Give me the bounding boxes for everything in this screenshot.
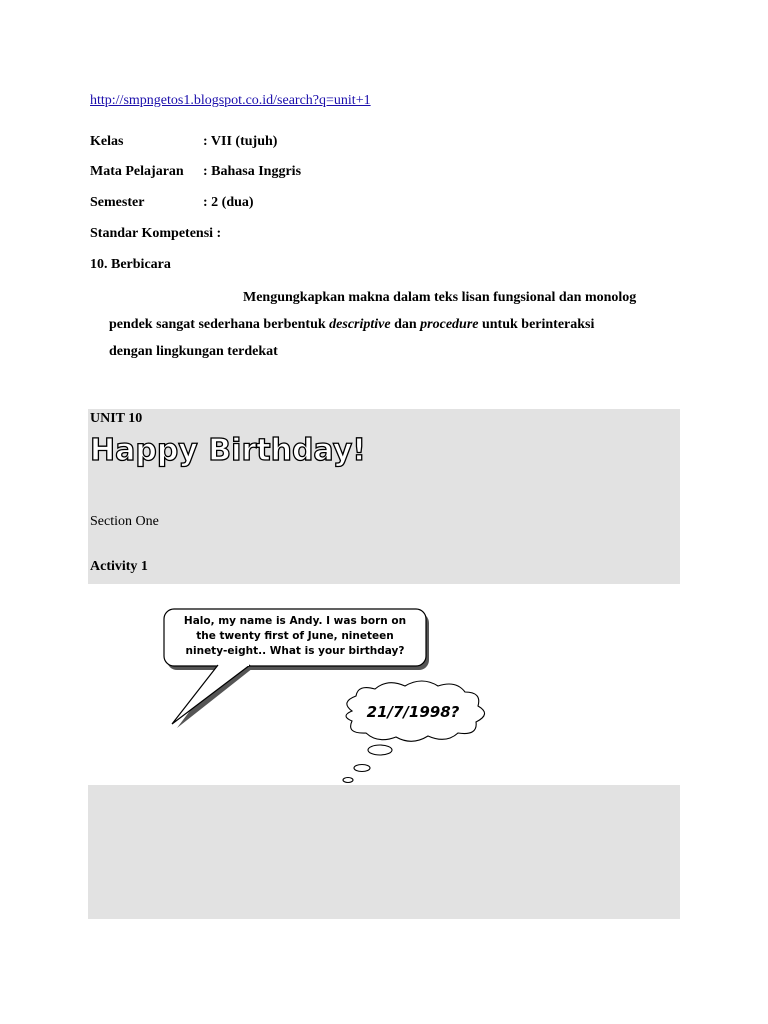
thought-text: 21/7/1998?	[366, 703, 460, 721]
speech-line-1: Halo, my name is Andy. I was born on	[183, 615, 407, 627]
unit-title: Happy Birthday!	[90, 433, 366, 468]
info-row-semester	[90, 195, 254, 211]
paragraph-line-1: Mengungkapkan makna dalam teks lisan fungsional dan monolog	[243, 290, 637, 305]
competency-paragraph	[90, 284, 678, 365]
paragraph-line-2: pendek sangat sederhana berbentuk descriptive dan procedure untuk berinteraksi	[109, 317, 595, 332]
activity-label: Activity 1	[90, 559, 148, 574]
speech-line-2: the twenty first of June, nineteen	[196, 630, 394, 642]
standar-item: 10. Berbicara	[90, 257, 171, 272]
info-row-kelas	[90, 134, 277, 150]
blank-panel	[88, 785, 680, 919]
info-value: : VII (tujuh)	[203, 134, 278, 149]
info-key: Mata Pelajaran	[90, 164, 184, 179]
info-value: : Bahasa Inggris	[203, 164, 302, 179]
term-descriptive: descriptive	[329, 317, 391, 332]
term-procedure: procedure	[420, 317, 479, 332]
source-link[interactable]: http://smpngetos1.blogspot.co.id/search?q=unit+1	[90, 93, 371, 108]
info-key: Semester	[90, 195, 145, 210]
speech-line-3: ninety-eight.. What is your birthday?	[185, 645, 405, 657]
info-row-mata-pelajaran	[90, 164, 301, 180]
paragraph-line-3: dengan lingkungan terdekat	[109, 344, 278, 359]
info-value: : 2 (dua)	[203, 195, 254, 210]
comic-illustration	[160, 604, 505, 786]
section-label: Section One	[90, 514, 159, 529]
standar-kompetensi-label: Standar Kompetensi :	[90, 226, 222, 241]
unit-label: UNIT 10	[90, 411, 143, 426]
thought-bubble	[343, 681, 485, 783]
info-key: Kelas	[90, 134, 124, 149]
